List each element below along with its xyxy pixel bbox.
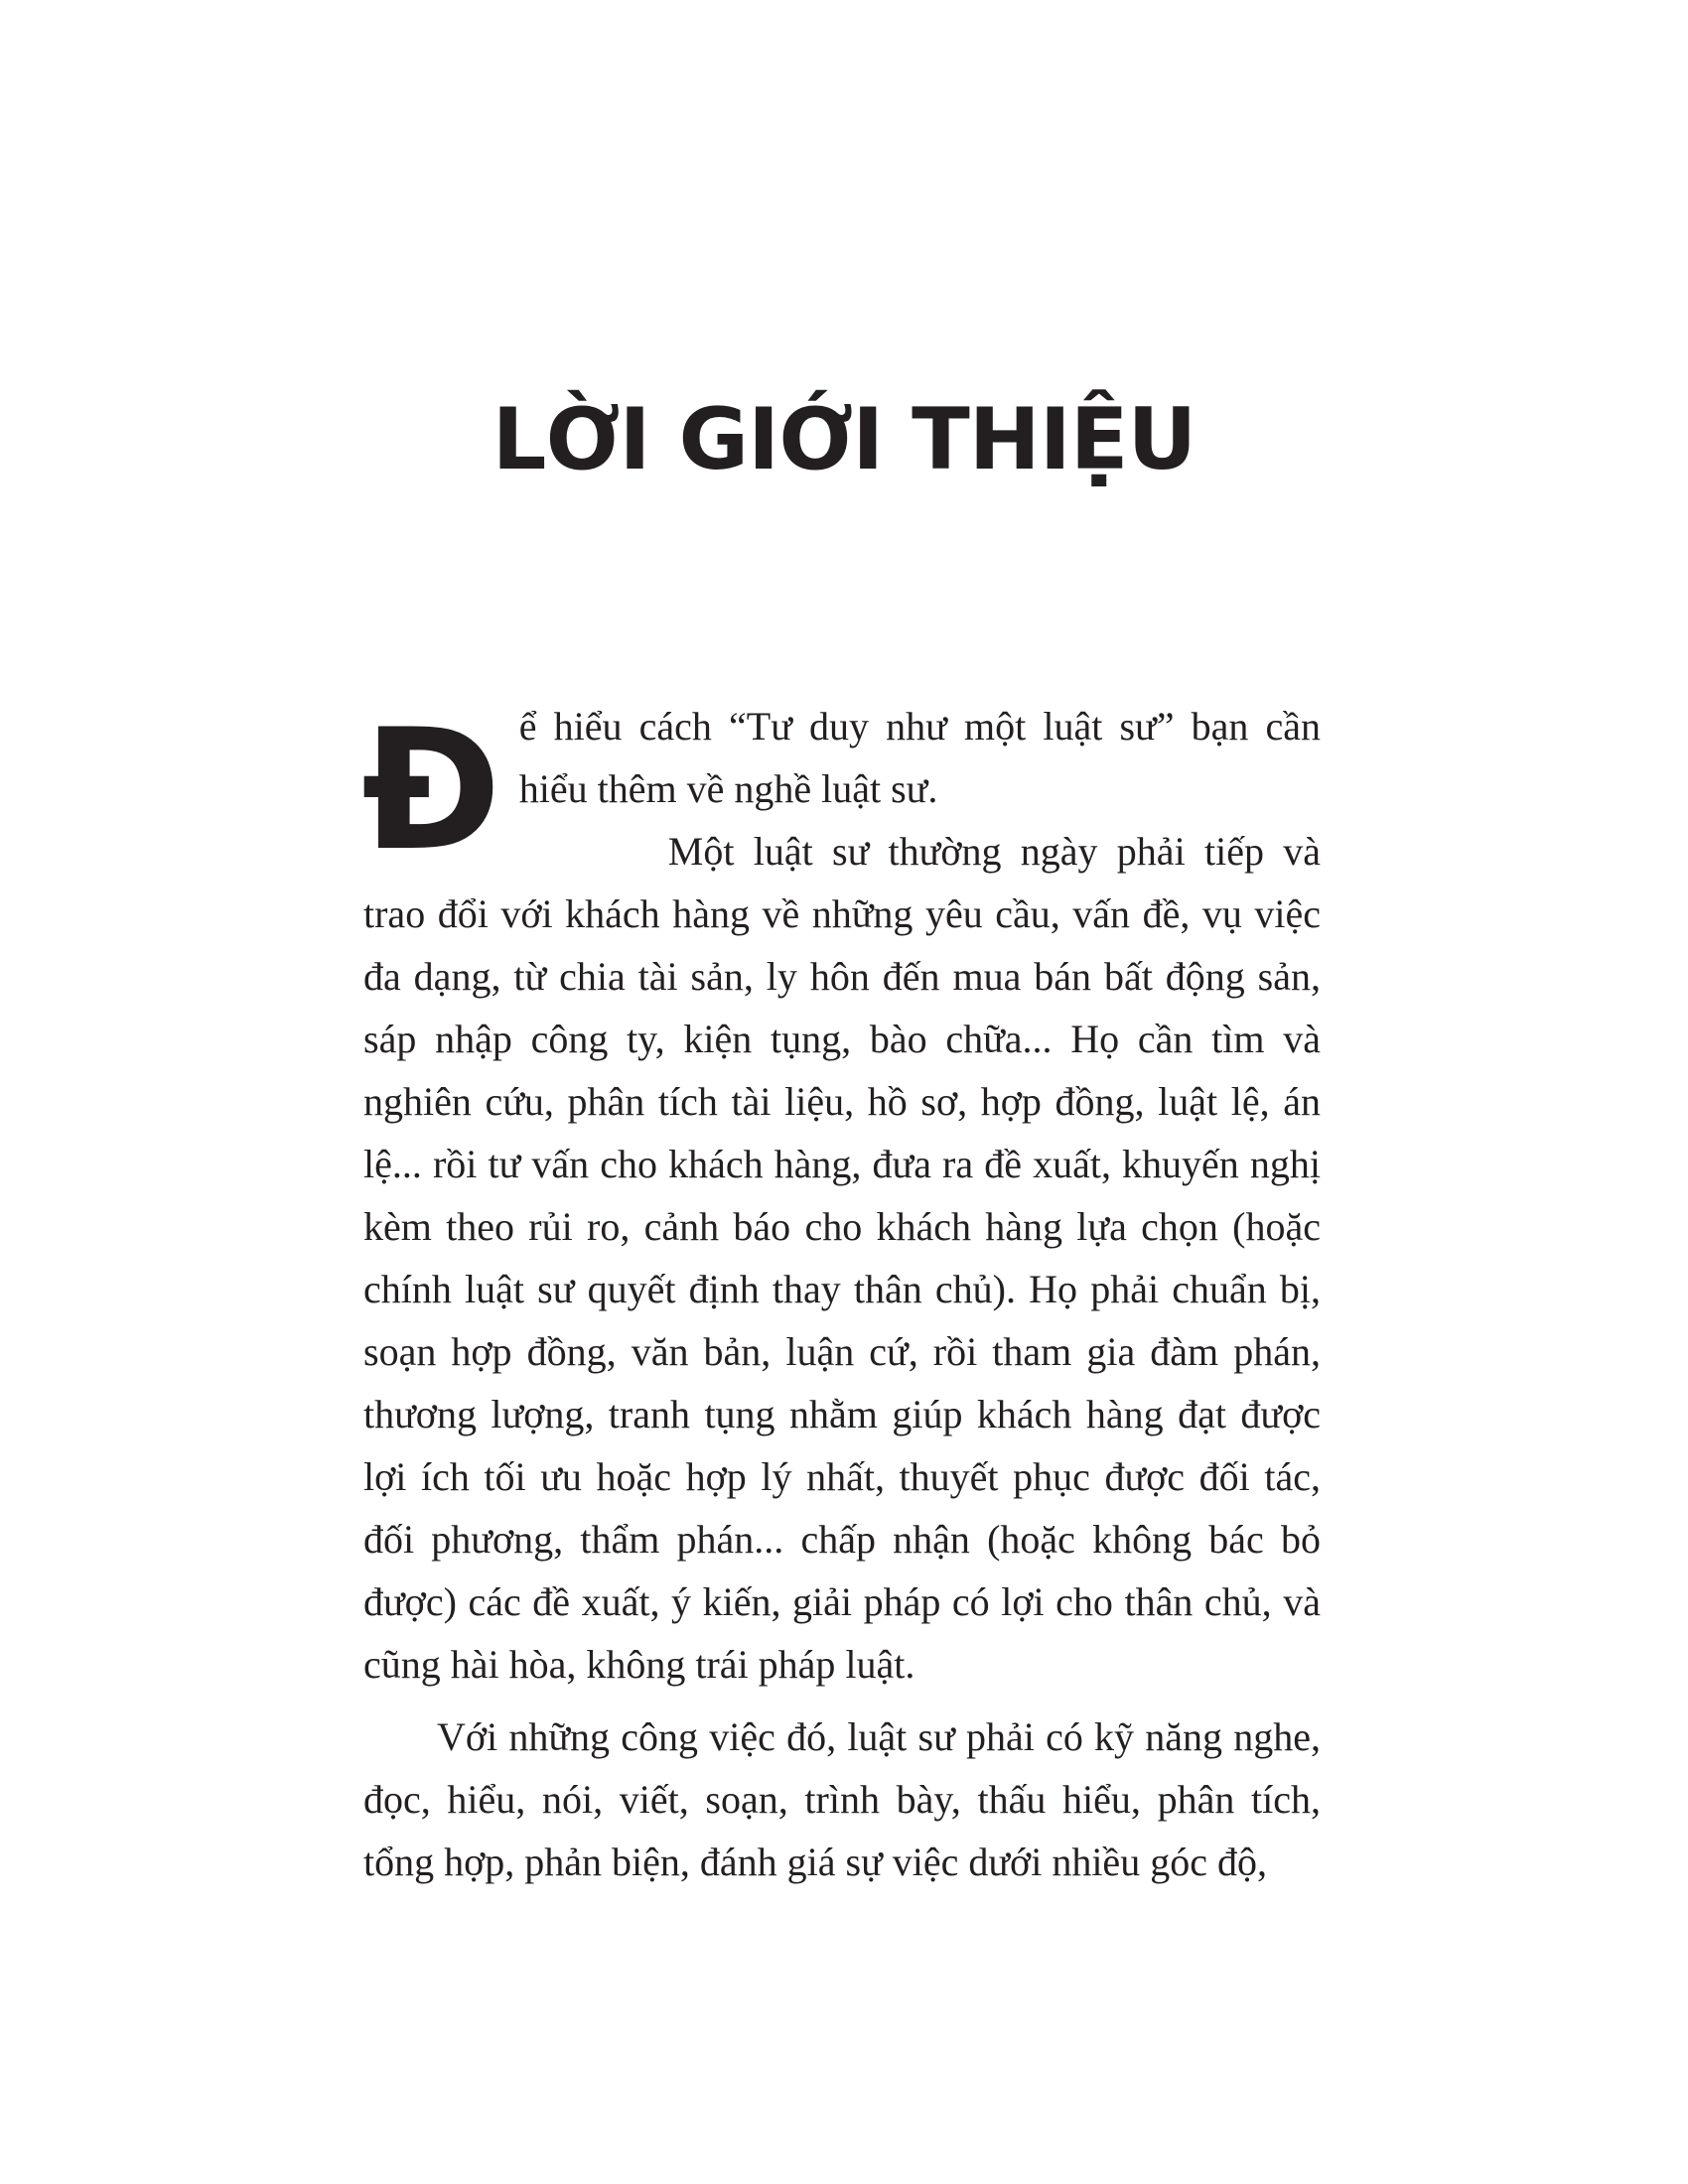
paragraph-lawyer-duties: Một luật sư thường ngày phải tiếp và trao đổi với khách hàng về những yêu cầu, vấn đề, vụ việc đa dạng, từ chia tài sản, ly hôn đến mua bán bất động sản, sáp nhập công ty, kiện tụng, bào chữa... Họ cần tìm và nghiên cứu, phân tích tài liệu, hồ sơ, hợp đồng, luật lệ, án lệ... rồi tư vấn cho khách hàng, đưa ra đề xuất, khuyến nghị kèm theo rủi ro, cảnh báo cho khách hàng lựa chọn (hoặc chính luật sư quyết định thay thân chủ). Họ phải chuẩn bị, soạn hợp đồng, văn bản, luận cứ, rồi tham gia đàm phán, thương lượng, tranh tụng nhằm giúp khách hàng đạt được lợi ích tối ưu hoặc hợp lý nhất, thuyết phục được đối tác, đối phương, thẩm phán... chấp nhận (hoặc không bác bỏ được) các đề xuất, ý kiến, giải pháp có lợi cho thân chủ, và cũng hài hòa, không trái pháp luật.: [363, 829, 1321, 1687]
paragraph-intro: ể hiểu cách “Tư duy như một luật sư” bạn cần hiểu thêm về nghề luật sư.: [518, 704, 1321, 811]
page-title: LỜI GIỚI THIỆU: [492, 390, 1196, 489]
paragraph-lawyer-skills: Với những công việc đó, luật sư phải có kỹ năng nghe, đọc, hiểu, nói, viết, soạn, trình bày, thấu hiểu, phân tích, tổng hợp, phản biện, đánh giá sự việc dưới nhiều góc độ,: [363, 1714, 1321, 1884]
body-text: [363, 695, 1321, 1893]
drop-cap: Đ: [361, 693, 501, 887]
